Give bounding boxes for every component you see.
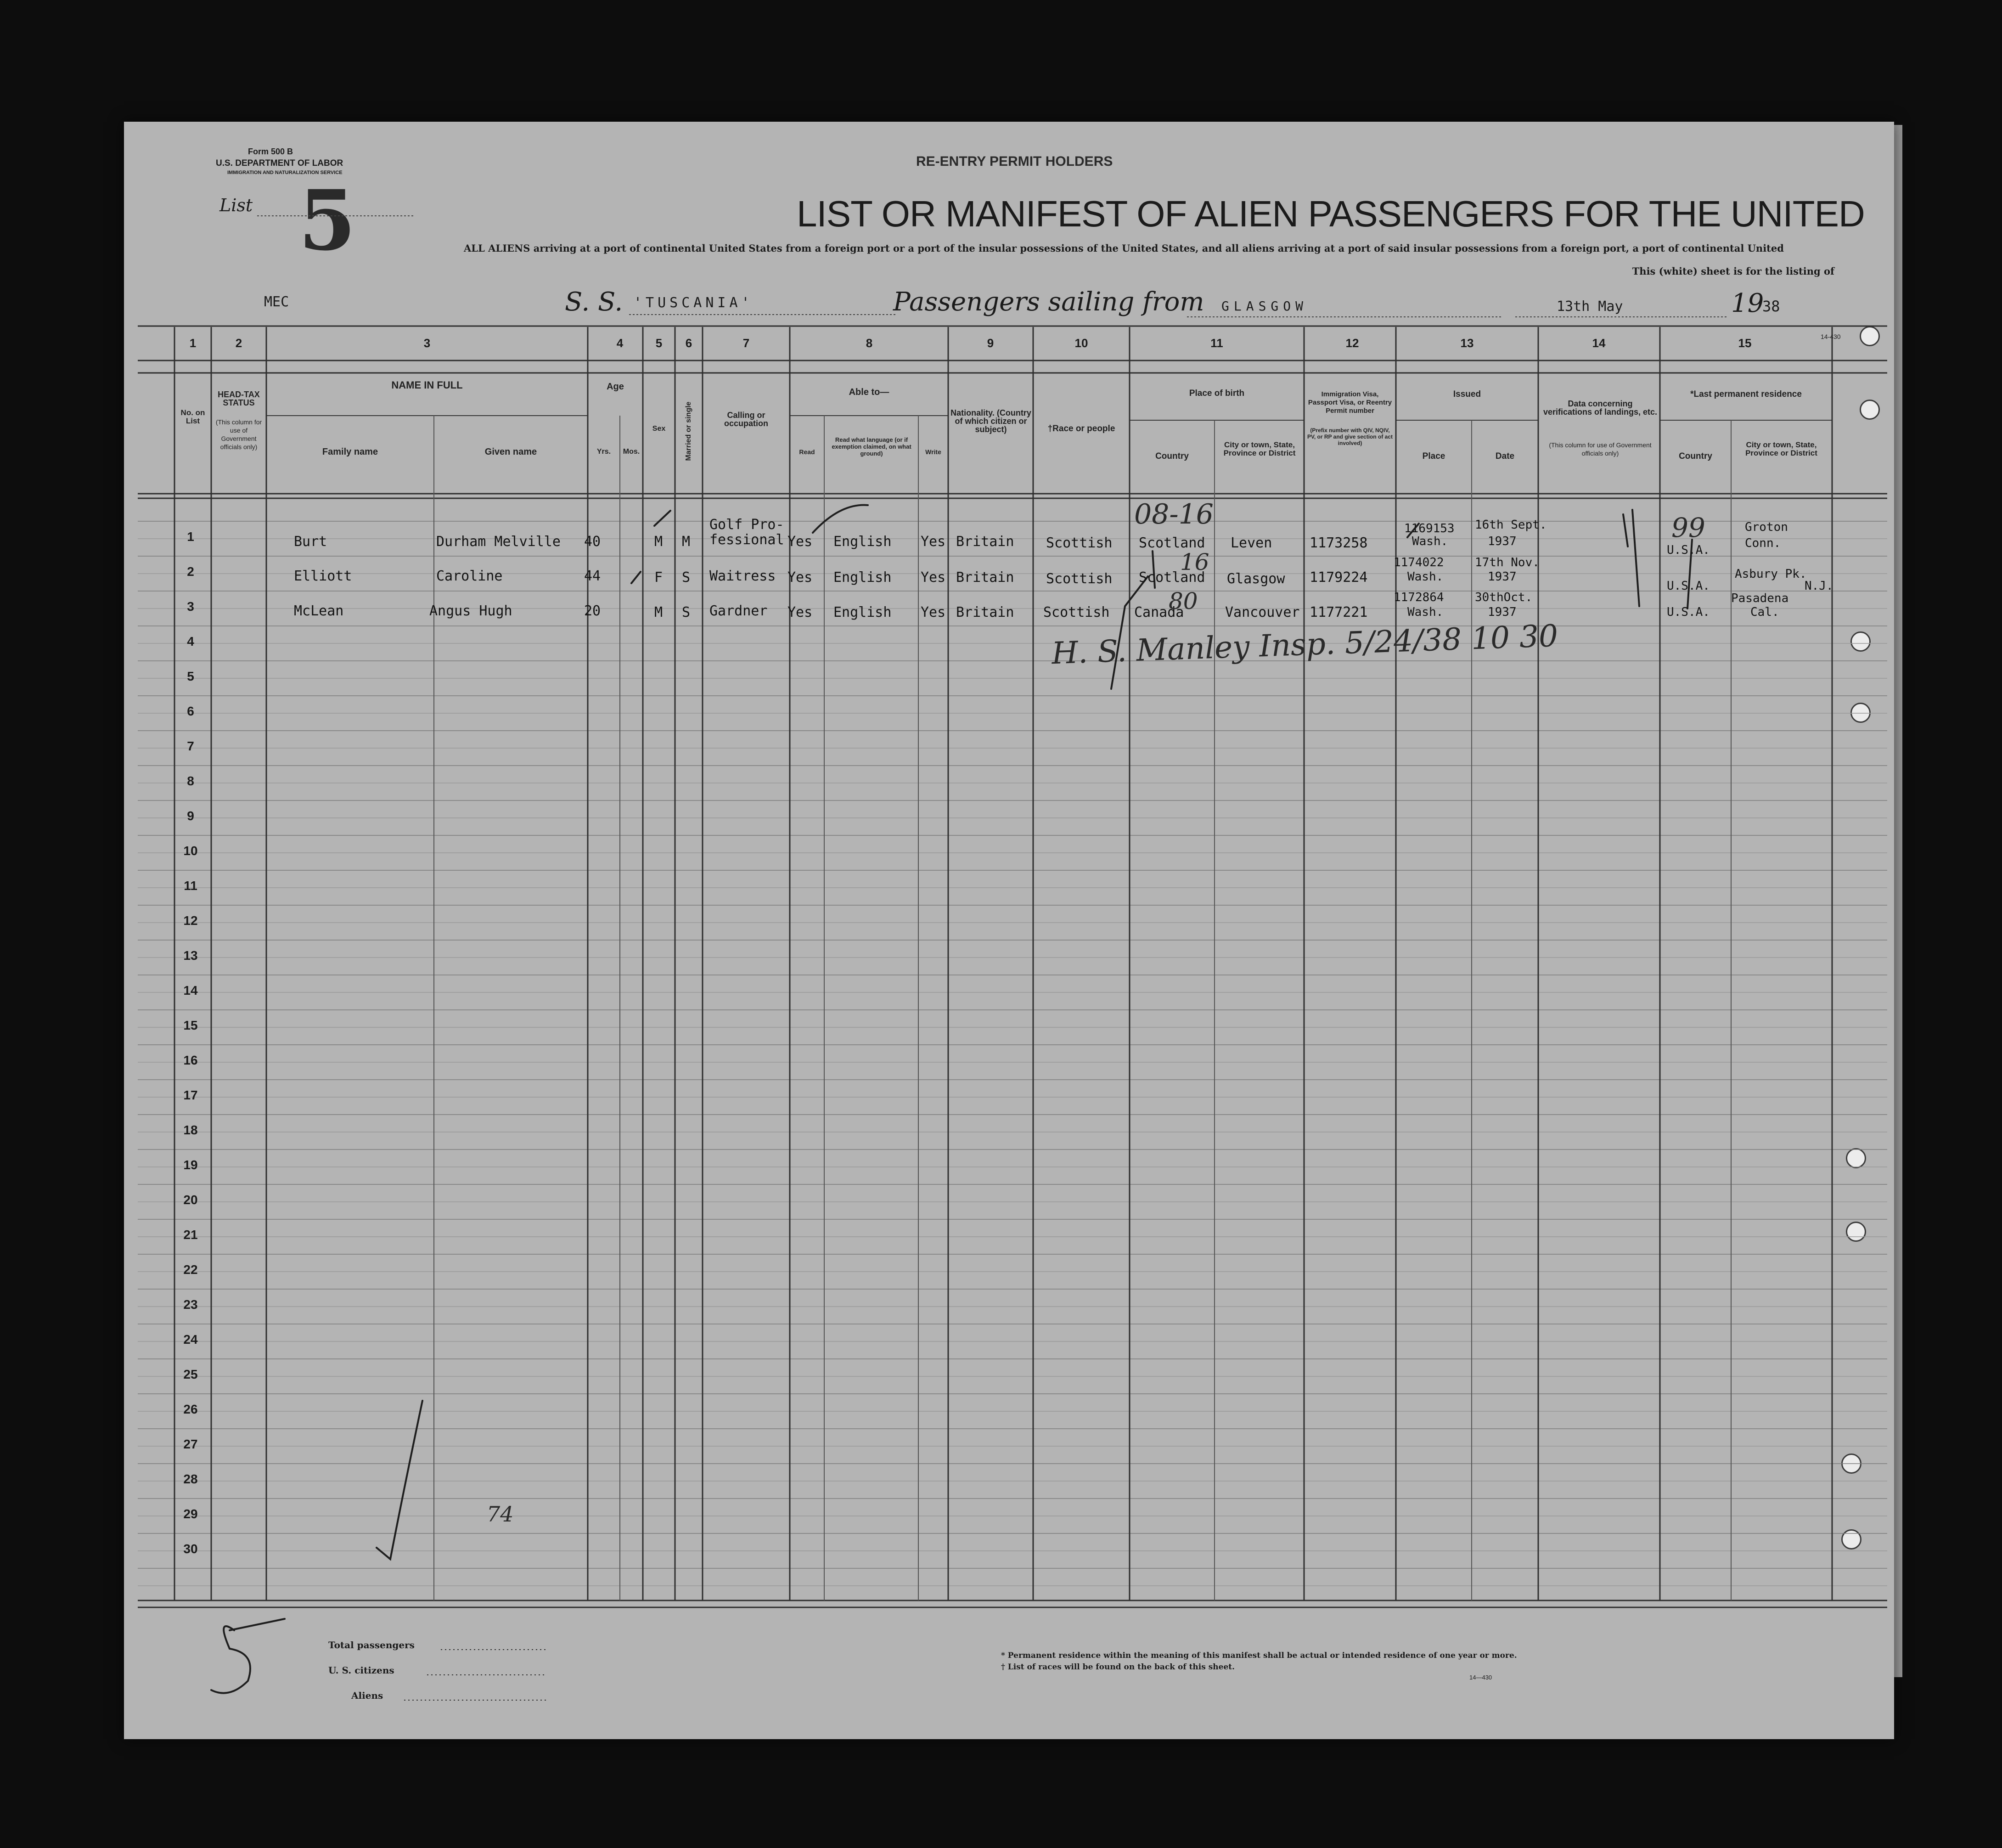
footer-form-code: 14—430	[1469, 1674, 1492, 1681]
column-number: 15	[1738, 336, 1752, 350]
given-name: Caroline	[436, 568, 503, 584]
header-married: Married or single	[685, 401, 692, 461]
header-residence-city: City or town, State, Province or District	[1745, 440, 1817, 457]
column-number: 11	[1210, 336, 1223, 350]
issued-year: 1937	[1488, 570, 1517, 584]
header-birth-city: City or town, State, Province or District	[1223, 440, 1296, 457]
handwritten-birth-note: 08-16	[1134, 498, 1214, 530]
column-number: 2	[235, 336, 242, 350]
header-place-of-birth: Place of birth	[1189, 389, 1245, 398]
list-label: List	[219, 195, 253, 215]
calling-cont: fessional	[709, 532, 784, 548]
residence-state: Cal.	[1750, 605, 1779, 619]
header-read-language: Read what language (or if exemption claimed, on what ground)	[832, 436, 911, 457]
issued-year: 1937	[1488, 535, 1517, 548]
header-age-mos: Mos.	[623, 448, 640, 456]
header-issued: Issued	[1453, 389, 1481, 399]
birth-city: Glasgow	[1227, 571, 1285, 587]
row-number: 15	[183, 1018, 198, 1032]
can-read: Yes	[787, 534, 813, 550]
row-number: 1	[187, 530, 194, 544]
column-number: 6	[685, 336, 692, 350]
language: English	[833, 569, 892, 586]
ship-label: S. S.	[565, 287, 623, 317]
issued-date: 16th Sept.	[1475, 518, 1547, 532]
header-last-residence: *Last permanent residence	[1690, 389, 1802, 399]
handwritten-number: 74	[487, 1502, 514, 1527]
issued-date: 30thOct.	[1475, 591, 1533, 604]
row-number: 28	[183, 1472, 198, 1486]
family-name: Elliott	[294, 568, 352, 584]
row-number: 5	[187, 669, 194, 683]
sailing-date: 13th May	[1557, 299, 1623, 315]
reentry-stamp: RE-ENTRY PERMIT HOLDERS	[916, 154, 1113, 169]
row-number: 29	[183, 1507, 198, 1521]
can-read: Yes	[787, 604, 813, 620]
residence-state: Conn.	[1745, 536, 1781, 550]
issued-number: 1174022	[1394, 556, 1444, 569]
residence-city: Groton	[1745, 520, 1788, 534]
sex: F	[654, 569, 663, 586]
language: English	[833, 534, 892, 550]
residence-country: U.S.A.	[1667, 605, 1710, 619]
issued-year: 1937	[1488, 605, 1517, 619]
row-number: 9	[187, 809, 194, 823]
nationality: Britain	[956, 534, 1014, 550]
form-number: Form 500 B	[248, 147, 293, 156]
issued-place: Wash.	[1407, 605, 1444, 619]
header-verifications-note: (This column for use of Government officials only)	[1549, 441, 1652, 457]
race: Scottish	[1043, 604, 1110, 620]
age-years: 20	[584, 603, 601, 619]
header-visa: Immigration Visa, Passport Visa, or Reentry Permit number	[1308, 390, 1392, 415]
footnote-residence: * Permanent residence within the meaning of this manifest shall be actual or intended residence of one year or more.	[1001, 1651, 1517, 1660]
row-number: 22	[183, 1262, 198, 1277]
sex: M	[654, 604, 663, 620]
can-read: Yes	[787, 569, 813, 586]
manifest-subtitle: ALL ALIENS arriving at a port of continental United States from a foreign port or a port of the insular possessions of the United States, and all aliens arriving at a port of said insular possessions from a foreign port, a port of continental United	[464, 242, 1784, 254]
row-number: 8	[187, 774, 194, 788]
row-number: 12	[183, 913, 198, 928]
column-number: 5	[655, 336, 663, 350]
residence-city: Pasadena	[1731, 592, 1789, 605]
row-number: 3	[187, 599, 194, 614]
row-number: 17	[183, 1088, 198, 1102]
given-name: Angus Hugh	[429, 603, 512, 619]
header-nationality: Nationality. (Country of which citizen or subject)	[950, 408, 1031, 434]
header-able-to: Able to—	[849, 387, 889, 397]
residence-country: U.S.A.	[1667, 579, 1710, 593]
row-number: 25	[183, 1367, 198, 1381]
row-number: 18	[183, 1123, 198, 1137]
row-number: 30	[183, 1542, 198, 1556]
header-name-in-full: NAME IN FULL	[391, 379, 463, 391]
total-passengers-label: Total passengers	[328, 1640, 415, 1651]
row-number: 27	[183, 1437, 198, 1451]
can-write: Yes	[921, 569, 946, 586]
residence-state: N.J.	[1805, 579, 1833, 593]
header-issued-date: Date	[1495, 451, 1515, 461]
birth-city: Leven	[1231, 535, 1272, 551]
issued-place: Wash.	[1412, 535, 1448, 548]
header-race: †Race or people	[1047, 424, 1115, 434]
header-verifications: Data concerning verifications of landings, etc.	[1543, 399, 1658, 417]
year-prefix: 19	[1731, 288, 1764, 318]
permit-number: 1179224	[1310, 569, 1368, 586]
column-number: 9	[987, 336, 994, 350]
us-citizens-label: U. S. citizens	[328, 1665, 394, 1676]
handwritten-residence-note: 99	[1671, 512, 1705, 543]
manifest-subtitle-2: This (white) sheet is for the listing of	[1632, 265, 1834, 277]
list-number: 5	[298, 172, 356, 269]
row-number: 26	[183, 1402, 198, 1416]
can-write: Yes	[921, 604, 946, 620]
header-write: Write	[925, 448, 941, 456]
permit-number: 1173258	[1310, 535, 1368, 551]
row-number: 6	[187, 704, 194, 718]
issued-date: 17th Nov.	[1475, 556, 1540, 569]
inspector-signature: H. S. Manley Insp. 5/24/38 10 30	[1051, 618, 1559, 671]
footnote-races: † List of races will be found on the back of this sheet.	[1001, 1662, 1235, 1672]
header-age: Age	[607, 382, 624, 392]
header-head-tax: HEAD-TAX STATUS	[218, 390, 260, 407]
race: Scottish	[1046, 535, 1113, 551]
calling: Waitress	[709, 568, 776, 584]
nationality: Britain	[956, 569, 1014, 586]
header-residence-country: Country	[1679, 451, 1712, 461]
column-number: 3	[423, 336, 431, 350]
row-number: 10	[183, 844, 198, 858]
header-issued-place: Place	[1422, 451, 1445, 461]
row-number: 2	[187, 564, 194, 579]
row-number: 16	[183, 1053, 198, 1067]
header-head-tax-note: (This column for use of Government officials only)	[215, 418, 262, 451]
service-name: IMMIGRATION AND NATURALIZATION SERVICE	[227, 170, 343, 175]
column-number: 12	[1345, 336, 1359, 350]
column-number: 10	[1074, 336, 1088, 350]
column-number: 4	[616, 336, 624, 350]
header-calling: Calling or occupation	[724, 411, 768, 428]
row-number: 4	[187, 634, 194, 648]
row-number: 21	[183, 1228, 198, 1242]
row-number: 11	[184, 879, 197, 893]
manifest-title: LIST OR MANIFEST OF ALIEN PASSENGERS FOR THE UNITED	[797, 193, 1865, 234]
birth-city: Vancouver	[1225, 604, 1300, 620]
issued-number: 1169153	[1404, 522, 1455, 535]
column-number: 1	[189, 336, 197, 350]
handwritten-birth-note: 80	[1169, 588, 1198, 614]
header-birth-country: Country	[1155, 451, 1189, 461]
form-code-top: 14-430	[1821, 333, 1841, 340]
row-number: 20	[183, 1193, 198, 1207]
sailing-label: Passengers sailing from	[893, 287, 1204, 317]
header-family-name: Family name	[322, 447, 378, 457]
header-given-name: Given name	[484, 447, 537, 457]
handwritten-birth-note: 16	[1180, 549, 1209, 575]
column-number: 8	[866, 336, 873, 350]
row-number: 14	[183, 983, 198, 997]
residence-country: U.S.A.	[1667, 543, 1710, 557]
nationality: Britain	[956, 604, 1014, 620]
header-age-yrs: Yrs.	[596, 448, 611, 456]
marital-status: M	[682, 534, 691, 550]
header-read: Read	[799, 448, 815, 456]
header-sex: Sex	[652, 425, 666, 433]
header-no-on-list: No. on List	[180, 408, 205, 425]
column-number: 14	[1592, 336, 1606, 350]
column-number: 7	[742, 336, 750, 350]
issued-number: 1172864	[1394, 591, 1444, 604]
department-name: U.S. DEPARTMENT OF LABOR	[216, 158, 343, 168]
birth-country: Canada	[1134, 604, 1184, 620]
permit-number: 1177221	[1310, 604, 1368, 620]
marital-status: S	[682, 569, 691, 586]
birth-country: Scotland	[1139, 535, 1205, 551]
row-number: 23	[183, 1297, 198, 1312]
marital-status: S	[682, 604, 691, 620]
calling: Golf Pro-	[709, 517, 784, 533]
row-number: 24	[183, 1332, 198, 1347]
clerk-code: MEC	[264, 294, 289, 310]
calling: Gardner	[709, 603, 768, 619]
row-number: 13	[183, 948, 198, 963]
language: English	[833, 604, 892, 620]
birth-country: Scotland	[1139, 569, 1205, 586]
given-name: Durham Melville	[436, 534, 561, 550]
aliens-label: Aliens	[351, 1690, 383, 1701]
race: Scottish	[1046, 571, 1113, 587]
family-name: Burt	[294, 534, 327, 550]
header-visa-note: (Prefix number with QIV, NQIV, PV, or RP and give section of act involved)	[1307, 427, 1393, 446]
row-number: 19	[183, 1158, 198, 1172]
sex: M	[654, 534, 663, 550]
age-years: 40	[584, 534, 601, 550]
age-years: 44	[584, 568, 601, 584]
column-number: 13	[1460, 336, 1474, 350]
can-write: Yes	[921, 534, 946, 550]
port-name: GLASGOW	[1221, 299, 1308, 314]
year-suffix: 38	[1762, 298, 1780, 315]
family-name: McLean	[294, 603, 344, 619]
row-number: 7	[187, 739, 194, 753]
ship-name: 'TUSCANIA'	[634, 295, 754, 311]
issued-place: Wash.	[1407, 570, 1444, 584]
residence-city: Asbury Pk.	[1735, 567, 1807, 581]
